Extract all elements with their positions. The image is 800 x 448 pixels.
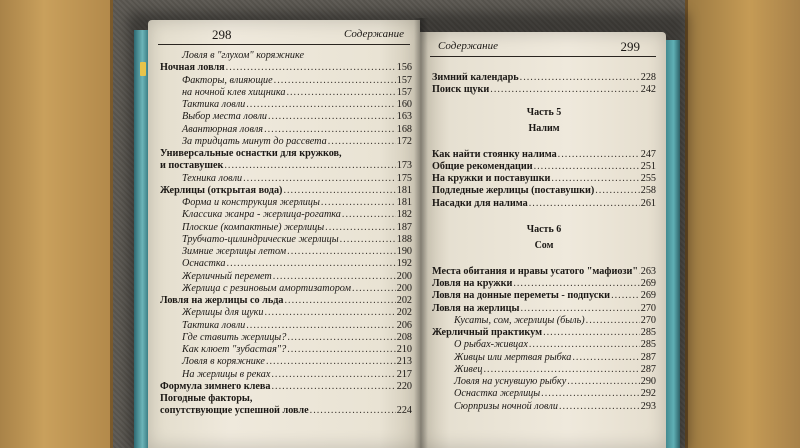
toc-entry	[432, 72, 656, 84]
toc-leader-dots	[490, 84, 639, 96]
toc-part5-group	[432, 149, 656, 210]
toc-entry	[160, 111, 412, 123]
toc-entry	[160, 75, 412, 87]
toc-entry	[432, 303, 656, 315]
toc-entry-title: Жерлицы для щуки	[182, 307, 264, 319]
toc-entry-title: Тактика ловли	[182, 99, 246, 110]
toc-leader-dots	[264, 124, 396, 136]
toc-entry-title: Ловля на уснувшую рыбку	[454, 376, 567, 387]
toc-entry	[160, 124, 412, 136]
toc-leader-dots	[287, 246, 396, 258]
toc-entry-page: 293	[640, 400, 656, 412]
part6-label: Часть 6	[526, 223, 562, 235]
toc-entry	[432, 376, 656, 388]
toc-entry-title: сопутствующие успешной ловле	[160, 405, 309, 417]
toc-entry-page: 208	[396, 331, 412, 343]
left-running-head: Содержание	[343, 28, 404, 40]
toc-entry-title: Оснастка	[182, 258, 226, 270]
toc-entry-page: 217	[396, 368, 412, 380]
toc-leader-dots	[520, 72, 640, 84]
toc-entry	[160, 197, 412, 209]
toc-entry-page: 190	[396, 246, 412, 257]
toc-entry-page: 255	[640, 173, 656, 184]
book-cover-edge-left	[134, 30, 148, 448]
toc-entry-title: Оснастка жерлицы	[454, 388, 541, 400]
toc-entry-title: Ловля на жерлицы со льда	[160, 295, 284, 306]
toc-entry-page: 157	[396, 74, 412, 86]
toc-entry	[160, 136, 412, 148]
toc-part6-group	[432, 266, 656, 413]
toc-entry-title: Факторы, влияющие	[182, 74, 273, 86]
toc-entry	[160, 344, 412, 356]
toc-leader-dots	[286, 87, 395, 99]
toc-entry	[160, 173, 412, 185]
toc-entry	[432, 401, 656, 413]
toc-leader-dots	[558, 149, 640, 161]
toc-entry-title: За тридцать минут до рассвета	[182, 135, 327, 147]
toc-entry-title: Ловля на кружки	[432, 278, 513, 289]
toc-leader-dots	[529, 339, 640, 351]
toc-entry	[160, 356, 412, 368]
toc-entry-title: Места обитания и нравы усатого "мафиози"	[432, 265, 639, 277]
toc-entry-title: Поиск щуки	[432, 84, 490, 96]
toc-leader-dots	[287, 344, 396, 356]
toc-entry-title: На жерлицы в реках	[182, 368, 271, 380]
toc-entry-title: На кружки и поставушки	[432, 173, 551, 184]
toc-entry	[160, 246, 412, 258]
toc-leader-dots	[224, 160, 395, 172]
toc-leader-dots	[567, 376, 639, 388]
toc-entry	[160, 271, 412, 283]
toc-entry-page: 182	[396, 209, 412, 221]
toc-leader-dots	[534, 161, 640, 173]
toc-leader-dots	[352, 283, 396, 295]
toc-entry-page: 200	[396, 282, 412, 294]
toc-entry-title: Форма и конструкция жерлицы	[182, 197, 320, 208]
toc-leader-dots	[284, 295, 395, 307]
toc-entry-page: 287	[640, 363, 656, 375]
toc-leader-dots	[246, 320, 395, 332]
toc-leader-dots	[283, 185, 395, 197]
toc-leader-dots	[272, 381, 396, 393]
toc-entry	[432, 290, 656, 302]
toc-entry-title: Погодные факторы,	[160, 393, 253, 404]
toc-entry-title: Плоские (компактные) жерлицы	[182, 221, 325, 233]
toc-entry-title: Где ставить жерлицы?	[182, 331, 287, 343]
right-page-number: 299	[620, 39, 640, 54]
toc-entry-page: 173	[396, 160, 412, 172]
toc-leader-dots	[520, 303, 639, 315]
toc-entry-page: 287	[640, 351, 656, 363]
toc-entry	[432, 364, 656, 376]
toc-leader-dots	[572, 352, 639, 364]
toc-entry-title: Зимний календарь	[432, 72, 519, 83]
toc-leader-dots	[325, 222, 396, 234]
toc-entry-title: Сюрпризы ночной ловли	[454, 400, 558, 412]
toc-entry-title: Как найти стоянку налима	[432, 148, 557, 160]
toc-entry-page: 192	[396, 258, 412, 270]
toc-entry-page: 285	[640, 327, 656, 338]
toc-entry	[160, 258, 412, 270]
toc-entry	[432, 352, 656, 364]
toc-entry-page: 261	[640, 197, 656, 209]
toc-entry	[432, 149, 656, 161]
toc-entry	[160, 209, 412, 221]
toc-leader-dots	[639, 266, 640, 278]
toc-entry	[160, 87, 412, 99]
toc-entry	[160, 99, 412, 111]
toc-leader-dots	[246, 99, 395, 111]
toc-entry-title: Трубчато-цилиндрические жерлицы	[182, 233, 339, 245]
toc-leader-dots	[268, 111, 396, 123]
toc-entry-page: 242	[640, 84, 656, 96]
toc-entry-page: 172	[396, 135, 412, 147]
toc-entry	[432, 198, 656, 210]
toc-entry-title: Кусаты, сом, жерлицы (быль)	[454, 314, 585, 326]
toc-entry-page: 247	[640, 148, 656, 160]
toc-leader-dots	[559, 401, 640, 413]
toc-entry	[432, 185, 656, 197]
toc-entry-page: 206	[396, 319, 412, 331]
right-toc-list	[432, 72, 656, 413]
toc-leader-dots	[274, 75, 396, 87]
right-running-head: Содержание	[438, 40, 499, 52]
toc-entry-page: 258	[640, 185, 656, 197]
toc-entry	[160, 234, 412, 246]
toc-leader-dots	[595, 185, 639, 197]
toc-entry-page: 220	[396, 380, 412, 392]
toc-entry-page: 290	[640, 376, 656, 387]
toc-entry	[160, 222, 412, 234]
toc-leader-dots	[513, 278, 639, 290]
toc-entry	[432, 315, 656, 327]
toc-entry-title: О рыбах-живцах	[454, 339, 528, 351]
toc-entry-page: 263	[640, 265, 656, 277]
toc-entry-title: Ловля на донные переметы - подпуски	[432, 290, 611, 302]
toc-entry	[160, 62, 412, 74]
left-toc-list	[160, 50, 412, 418]
toc-entry-title: Техника ловли	[182, 172, 243, 184]
toc-entry-title: Универсальные оснастки для кружков,	[160, 148, 342, 159]
toc-leader-dots	[321, 197, 396, 209]
toc-entry-title: Общие рекомендации	[432, 160, 533, 172]
toc-entry-title: Классика жанра - жерлица-рогатка	[182, 209, 341, 221]
toc-leader-dots	[310, 405, 396, 417]
toc-entry	[160, 381, 412, 393]
toc-entry	[432, 388, 656, 400]
toc-entry-title: Формула зимнего клева	[160, 380, 271, 392]
toc-entry-page: 168	[396, 123, 412, 135]
toc-leader-dots	[541, 388, 640, 400]
toc-entry-title: Ловля в коряжнике	[182, 356, 265, 368]
toc-entry-title: Как клюет "зубастая"?	[182, 344, 287, 355]
toc-entry-page: 292	[640, 388, 656, 400]
toc-leader-dots	[342, 209, 396, 221]
toc-entry	[432, 327, 656, 339]
toc-entry-page: 163	[396, 111, 412, 123]
toc-leader-dots	[340, 234, 396, 246]
left-page-header	[158, 26, 410, 45]
toc-entry-page: 188	[396, 233, 412, 245]
toc-entry-title: Выбор места ловли	[182, 111, 267, 123]
book-cover-edge-right	[664, 40, 680, 448]
toc-entry	[160, 369, 412, 381]
left-page-number: 298	[212, 27, 232, 42]
toc-entry	[160, 50, 412, 62]
toc-entry-title: Авантюрная ловля	[182, 123, 264, 135]
book-gutter	[414, 18, 428, 448]
toc-entry-page: 270	[640, 302, 656, 314]
toc-entry	[160, 332, 412, 344]
toc-entry-title: Ловля в "глухом" коряжнике	[182, 50, 305, 61]
toc-entry-page: 175	[396, 172, 412, 184]
toc-entry-page: 269	[640, 278, 656, 289]
toc-entry-page: 210	[396, 344, 412, 355]
toc-entry-title: Тактика ловли	[182, 319, 246, 331]
toc-entry-page: 202	[396, 307, 412, 319]
toc-entry-title: на ночной клев хищника	[182, 86, 286, 98]
toc-entry	[160, 393, 412, 405]
part5-name: Налим	[528, 122, 560, 134]
right-page-header	[430, 38, 656, 57]
toc-leader-dots	[551, 173, 639, 185]
toc-entry-title: Ловля на жерлицы	[432, 302, 520, 314]
toc-entry-page: 285	[640, 339, 656, 351]
toc-leader-dots	[328, 136, 396, 148]
toc-entry-title: Зимние жерлицы летом	[182, 246, 287, 257]
toc-entry-page: 160	[396, 99, 412, 110]
toc-entry	[160, 148, 412, 160]
toc-entry-page: 157	[396, 86, 412, 98]
toc-leader-dots	[226, 62, 396, 74]
toc-entry	[432, 161, 656, 173]
toc-entry-page: 224	[396, 405, 412, 417]
toc-entry	[432, 339, 656, 351]
left-page	[148, 20, 420, 448]
chair-armrest-right	[685, 0, 800, 448]
toc-entry-page: 251	[640, 160, 656, 172]
toc-entry	[432, 173, 656, 185]
toc-leader-dots	[287, 332, 395, 344]
toc-entry	[160, 405, 412, 417]
toc-entry-title: Жерличный практикум	[432, 327, 543, 338]
toc-top-group	[432, 72, 656, 97]
toc-leader-dots	[264, 307, 395, 319]
toc-leader-dots	[529, 198, 640, 210]
part5-label: Часть 5	[526, 106, 562, 118]
toc-entry	[160, 185, 412, 197]
toc-entry-title: Живец	[454, 363, 483, 375]
toc-entry-page: 269	[640, 290, 656, 302]
toc-entry	[160, 283, 412, 295]
toc-leader-dots	[243, 173, 396, 185]
toc-entry	[160, 320, 412, 332]
toc-entry	[432, 84, 656, 96]
toc-entry-title: Живцы или мертвая рыбка	[454, 351, 572, 363]
toc-entry-title: Ночная ловля	[160, 62, 225, 74]
toc-entry-page: 202	[396, 295, 412, 306]
toc-entry	[160, 307, 412, 319]
toc-leader-dots	[483, 364, 639, 376]
toc-entry-page: 228	[640, 72, 656, 83]
toc-leader-dots	[227, 258, 396, 270]
toc-entry	[432, 278, 656, 290]
part6-name: Сом	[534, 239, 554, 251]
toc-entry-title: Насадки для налима	[432, 197, 528, 209]
toc-entry-page: 156	[396, 62, 412, 74]
toc-entry	[160, 295, 412, 307]
toc-entry	[432, 266, 656, 278]
toc-entry	[160, 160, 412, 172]
toc-leader-dots	[266, 356, 396, 368]
toc-entry-title: Жерличный перемет	[182, 270, 272, 282]
toc-entry-page: 270	[640, 314, 656, 326]
toc-entry-page: 181	[396, 184, 412, 196]
right-page	[420, 32, 666, 448]
toc-entry-title: Жерлицы (открытая вода)	[160, 184, 283, 196]
toc-leader-dots	[543, 327, 640, 339]
chair-armrest-left	[0, 0, 113, 448]
toc-entry-title: Подледные жерлицы (поставушки)	[432, 185, 595, 197]
toc-entry-title: и поставушек	[160, 160, 224, 172]
toc-leader-dots	[586, 315, 640, 327]
toc-entry-page: 200	[396, 270, 412, 282]
toc-leader-dots	[273, 271, 396, 283]
toc-entry-page: 181	[396, 197, 412, 208]
toc-entry-title: Жерлица с резиновым амортизатором	[182, 282, 352, 294]
toc-entry-page: 213	[396, 356, 412, 368]
toc-entry-page: 187	[396, 221, 412, 233]
toc-leader-dots	[271, 369, 395, 381]
bookmark-ribbon	[140, 62, 146, 76]
toc-leader-dots	[611, 290, 640, 302]
